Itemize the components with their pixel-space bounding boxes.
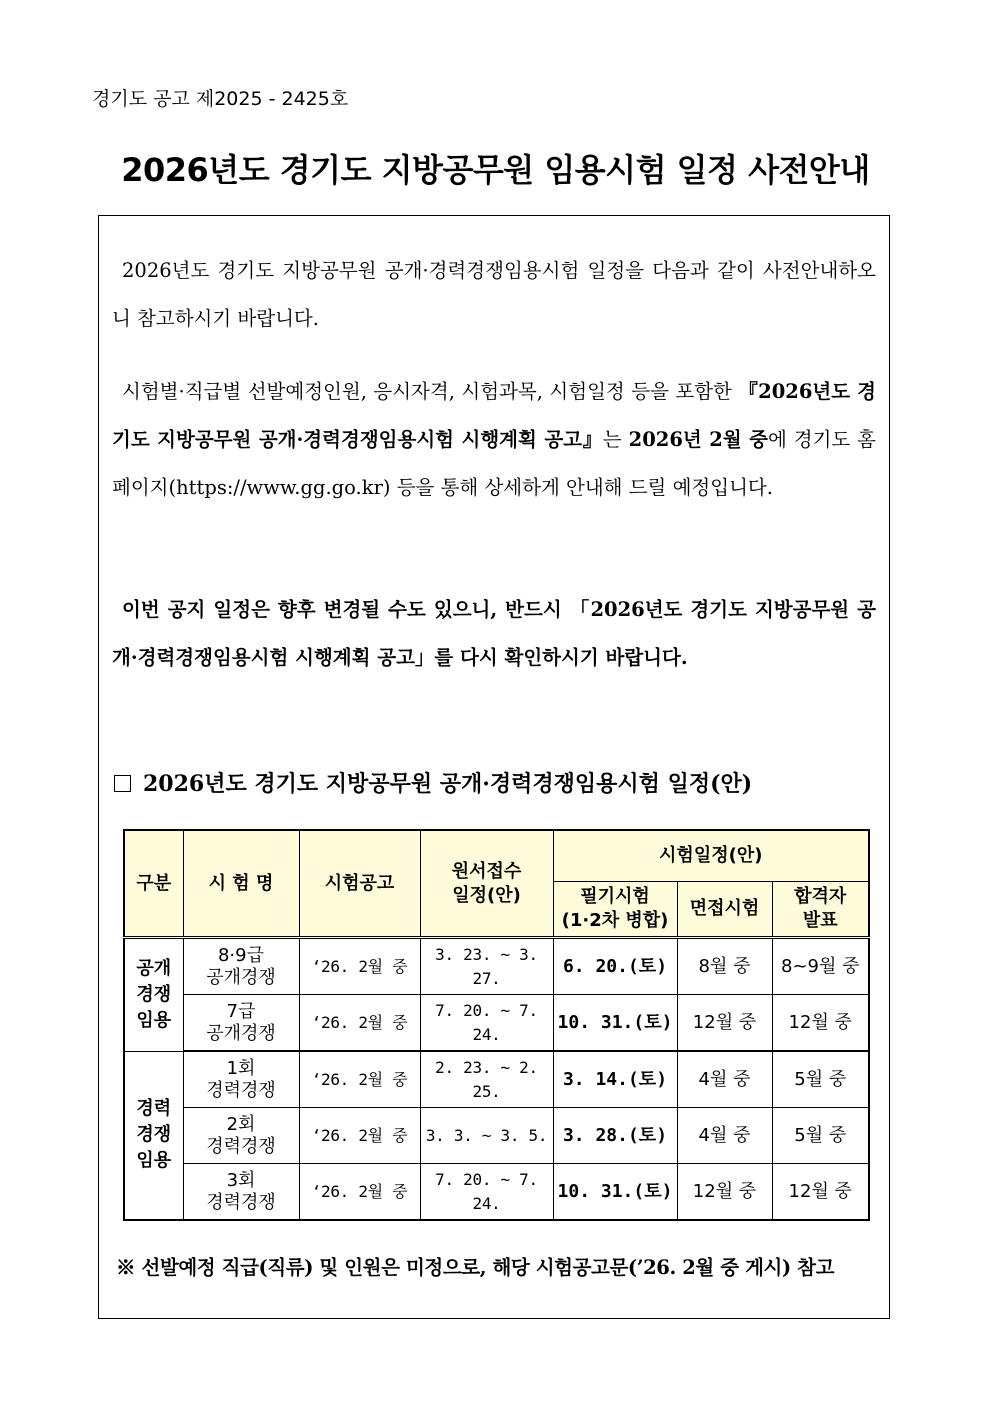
plan-tail: 에 경기도 홈페이지(https://www.gg.go.kr) 등을 통해 상세하게 안내해 드릴 예정입니다. xyxy=(112,428,876,499)
exam-name-cell: 1회 경력경쟁 xyxy=(183,1051,299,1108)
written-exam-cell: 6. 20.(토) xyxy=(553,938,677,995)
plan-date: 2026년 2월 중 xyxy=(628,428,768,451)
exam-name-cell: 8·9급 공개경쟁 xyxy=(183,938,299,995)
notice-number: 경기도 공고 제2025 - 2425호 xyxy=(92,88,349,110)
header-interview: 면접시험 xyxy=(677,882,772,938)
checkbox-square-icon xyxy=(114,775,131,792)
exam-name-cell: 7급 공개경쟁 xyxy=(183,995,299,1052)
interview-cell: 12월 중 xyxy=(677,995,772,1052)
interview-cell: 4월 중 xyxy=(677,1051,772,1108)
header-application: 원서접수 일정(안) xyxy=(420,830,553,938)
warning-paragraph: 이번 공지 일정은 향후 변경될 수도 있으니, 반드시 「2026년도 경기도 지방공무원 공개·경력경쟁임용시험 시행계획 공고」를 다시 확인하시기 바랍니다. xyxy=(112,598,876,669)
category-cell: 경력 경쟁 임용 xyxy=(124,1051,183,1220)
announcement-cell: ‘26. 2월 중 xyxy=(299,995,420,1052)
written-exam-cell: 3. 28.(토) xyxy=(553,1108,677,1164)
application-cell: 3. 23. ~ 3. 27. xyxy=(420,938,553,995)
document-title: 2026년도 경기도 지방공무원 임용시험 일정 사전안내 xyxy=(121,151,870,189)
interview-cell: 8월 중 xyxy=(677,938,772,995)
announcement-cell: ‘26. 2월 중 xyxy=(299,1051,420,1108)
plan-title: 『2026년도 경기도 지방공무원 공개·경력경쟁임용시험 시행계획 공고』 xyxy=(112,380,877,451)
exam-name-cell: 3회 경력경쟁 xyxy=(183,1164,299,1221)
announcement-cell: ‘26. 2월 중 xyxy=(299,1164,420,1221)
written-exam-cell: 10. 31.(토) xyxy=(553,1164,677,1221)
application-cell: 7. 20. ~ 7. 24. xyxy=(420,995,553,1052)
application-cell: 2. 23. ~ 2. 25. xyxy=(420,1051,553,1108)
section-title xyxy=(114,767,752,798)
footnote: ※ 선발예정 직급(직류) 및 인원은 미정으로, 해당 시험공고문(’26. 2월 중 게시) 참고 xyxy=(116,1256,835,1279)
announcement-cell: ‘26. 2월 중 xyxy=(299,1108,420,1164)
result-cell: 12월 중 xyxy=(772,995,869,1052)
interview-cell: 12월 중 xyxy=(677,1164,772,1221)
announcement-cell: ‘26. 2월 중 xyxy=(299,938,420,995)
table-row xyxy=(124,995,869,1052)
header-result: 합격자 발표 xyxy=(772,882,869,938)
plan-lead: 시험별·직급별 선발예정인원, 응시자격, 시험과목, 시험일정 등을 포함한 xyxy=(122,380,732,403)
section-title-text: 2026년도 경기도 지방공무원 공개·경력경쟁임용시험 일정(안) xyxy=(143,771,753,797)
header-schedule: 시험일정(안) xyxy=(553,830,869,882)
application-cell: 3. 3. ~ 3. 5. xyxy=(420,1108,553,1164)
plan-particle: 는 xyxy=(602,428,622,451)
result-cell: 5월 중 xyxy=(772,1108,869,1164)
category-cell: 공개 경쟁 임용 xyxy=(124,938,183,1052)
header-category: 구분 xyxy=(124,830,183,938)
interview-cell: 4월 중 xyxy=(677,1108,772,1164)
table-row xyxy=(124,938,869,995)
header-announcement: 시험공고 xyxy=(299,830,420,938)
exam-name-cell: 2회 경력경쟁 xyxy=(183,1108,299,1164)
result-cell: 12월 중 xyxy=(772,1164,869,1221)
plan-paragraph xyxy=(112,368,876,512)
header-written: 필기시험 (1·2차 병합) xyxy=(553,882,677,938)
result-cell: 8~9월 중 xyxy=(772,938,869,995)
table-row xyxy=(124,1164,869,1221)
table-row xyxy=(124,1108,869,1164)
intro-paragraph: 2026년도 경기도 지방공무원 공개·경력경쟁임용시험 일정을 다음과 같이 사전안내하오니 참고하시기 바랍니다. xyxy=(112,259,876,330)
exam-schedule-table xyxy=(123,829,870,1221)
application-cell: 7. 20. ~ 7. 24. xyxy=(420,1164,553,1221)
written-exam-cell: 3. 14.(토) xyxy=(553,1051,677,1108)
table-row xyxy=(124,1051,869,1108)
header-exam-name: 시 험 명 xyxy=(183,830,299,938)
written-exam-cell: 10. 31.(토) xyxy=(553,995,677,1052)
result-cell: 5월 중 xyxy=(772,1051,869,1108)
